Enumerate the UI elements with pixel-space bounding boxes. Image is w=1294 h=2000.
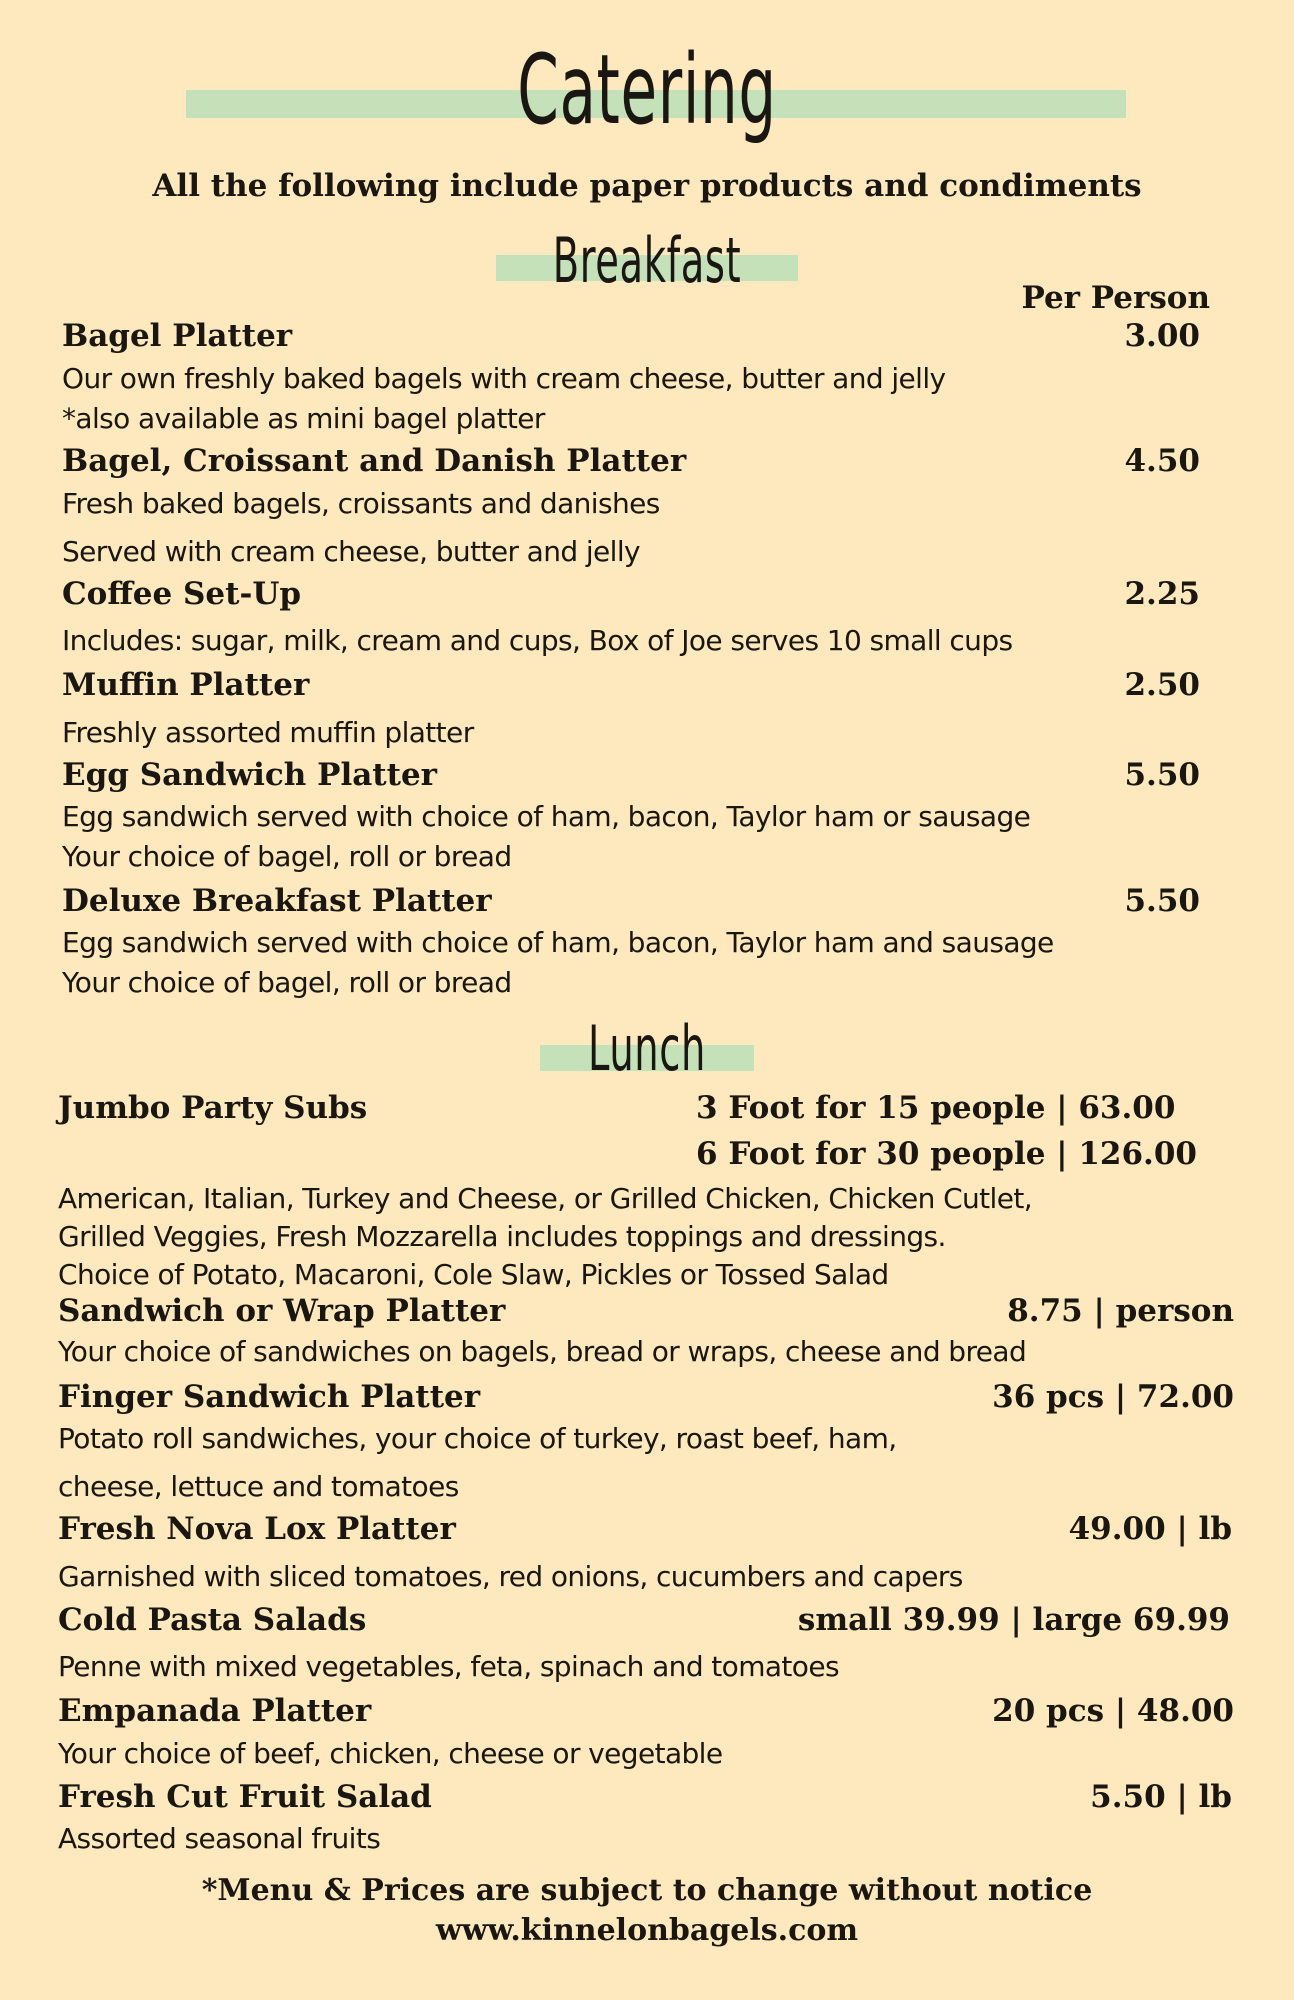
menu-item-name: Cold Pasta Salads	[58, 1602, 367, 1638]
menu-item-desc: Assorted seasonal fruits	[58, 1822, 381, 1855]
menu-item-desc: Penne with mixed vegetables, feta, spinach and tomatoes	[58, 1650, 839, 1683]
menu-item-name: Jumbo Party Subs	[58, 1090, 368, 1126]
menu-item-desc: Includes: sugar, milk, cream and cups, Box of Joe serves 10 small cups	[62, 624, 1013, 657]
price-notice: *Menu & Prices are subject to change without notice	[201, 1873, 1093, 1908]
menu-item-desc: Fresh baked bagels, croissants and danishes	[62, 487, 660, 520]
menu-item-price: 4.50	[1124, 443, 1200, 479]
menu-item-name: Deluxe Breakfast Platter	[62, 883, 492, 919]
menu-item-price: 8.75 | person	[1007, 1293, 1234, 1329]
menu-item-name: Empanada Platter	[58, 1693, 372, 1729]
menu-item-desc: Potato roll sandwiches, your choice of turkey, roast beef, ham,	[58, 1422, 897, 1455]
menu-item-desc: Choice of Potato, Macaroni, Cole Slaw, Pickles or Tossed Salad	[58, 1258, 889, 1291]
menu-item-desc: American, Italian, Turkey and Cheese, or Grilled Chicken, Chicken Cutlet,	[58, 1182, 1033, 1215]
menu-item-price: 5.50 | lb	[1090, 1779, 1232, 1815]
menu-item-name: Finger Sandwich Platter	[58, 1379, 481, 1415]
menu-item-price: small 39.99 | large 69.99	[797, 1602, 1230, 1638]
lunch-heading: Lunch	[587, 1012, 707, 1085]
menu-item-desc: Our own freshly baked bagels with cream cheese, butter and jelly	[62, 362, 946, 395]
menu-item-desc: *also available as mini bagel platter	[62, 402, 545, 435]
menu-item-price: 49.00 | lb	[1068, 1511, 1232, 1547]
menu-item-price: 5.50	[1124, 883, 1200, 919]
menu-item-name: Sandwich or Wrap Platter	[58, 1293, 506, 1329]
menu-item-price: 6 Foot for 30 people | 126.00	[696, 1136, 1197, 1172]
menu-item-name: Muffin Platter	[62, 667, 310, 703]
page-subtitle: All the following include paper products and condiments	[152, 168, 1142, 204]
menu-item-price: 5.50	[1124, 757, 1200, 793]
menu-item-price: 2.25	[1124, 576, 1200, 612]
menu-item-desc: cheese, lettuce and tomatoes	[58, 1470, 459, 1503]
menu-item-desc: Your choice of bagel, roll or bread	[62, 966, 512, 999]
menu-item-name: Fresh Cut Fruit Salad	[58, 1779, 432, 1815]
menu-item-desc: Your choice of bagel, roll or bread	[62, 840, 512, 873]
website-link[interactable]: www.kinnelonbagels.com	[435, 1913, 859, 1948]
menu-item-name: Fresh Nova Lox Platter	[58, 1511, 456, 1547]
menu-item-price: 3.00	[1124, 318, 1200, 354]
menu-item-price: 2.50	[1124, 667, 1200, 703]
menu-item-desc: Served with cream cheese, butter and jelly	[62, 535, 640, 568]
menu-item-desc: Grilled Veggies, Fresh Mozzarella includes toppings and dressings.	[58, 1220, 946, 1253]
per-person-label: Per Person	[1021, 280, 1210, 316]
menu-item-name: Bagel Platter	[62, 318, 293, 354]
breakfast-heading: Breakfast	[552, 224, 742, 297]
page-title: Catering	[517, 34, 777, 146]
menu-item-desc: Egg sandwich served with choice of ham, bacon, Taylor ham and sausage	[62, 926, 1054, 959]
menu-item-price: 3 Foot for 15 people | 63.00	[696, 1090, 1176, 1126]
menu-item-name: Bagel, Croissant and Danish Platter	[62, 443, 687, 479]
menu-item-name: Coffee Set-Up	[62, 576, 302, 612]
menu-item-price: 20 pcs | 48.00	[992, 1693, 1234, 1729]
menu-item-desc: Freshly assorted muffin platter	[62, 716, 474, 749]
menu-item-name: Egg Sandwich Platter	[62, 757, 437, 793]
menu-item-desc: Your choice of sandwiches on bagels, bread or wraps, cheese and bread	[58, 1335, 1027, 1368]
menu-item-desc: Garnished with sliced tomatoes, red onions, cucumbers and capers	[58, 1560, 963, 1593]
menu-item-desc: Your choice of beef, chicken, cheese or vegetable	[58, 1737, 723, 1770]
menu-item-desc: Egg sandwich served with choice of ham, bacon, Taylor ham or sausage	[62, 800, 1031, 833]
menu-item-price: 36 pcs | 72.00	[992, 1379, 1234, 1415]
